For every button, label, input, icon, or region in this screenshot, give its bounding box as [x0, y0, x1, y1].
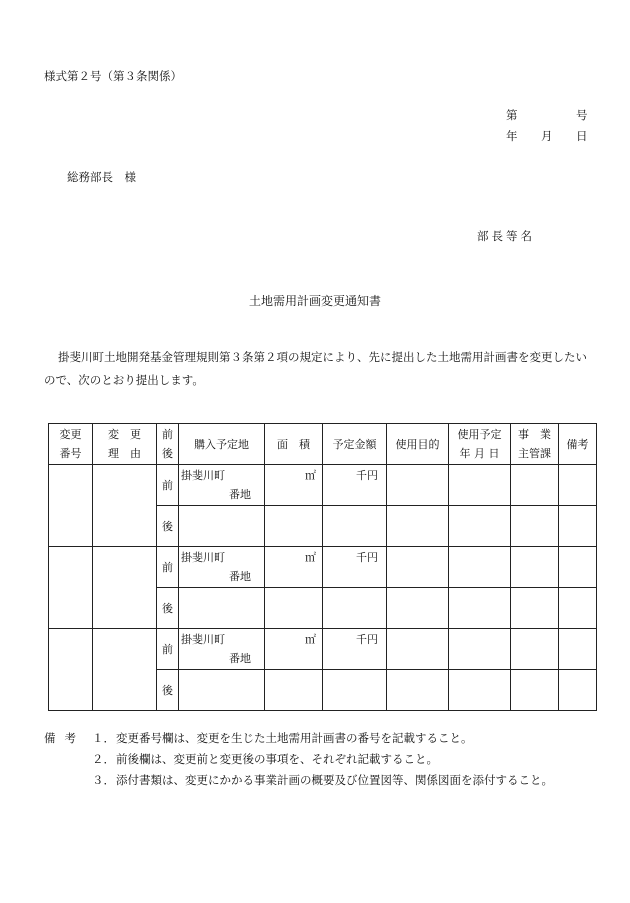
- notes-label: 備考: [44, 731, 85, 745]
- header-department: 事 業 主管課: [511, 424, 559, 465]
- table-row: [49, 465, 597, 506]
- after-label: 後: [157, 506, 179, 547]
- remarks-cell[interactable]: [559, 629, 597, 670]
- after-label: 後: [157, 588, 179, 629]
- remarks-cell[interactable]: [559, 588, 597, 629]
- location-cell[interactable]: [179, 506, 265, 547]
- form-number: 様式第２号（第３条関係）: [44, 69, 182, 83]
- header-area: 面 積: [265, 424, 323, 465]
- area-cell[interactable]: [265, 670, 323, 711]
- change-table: [48, 423, 597, 711]
- department-cell[interactable]: [511, 465, 559, 506]
- department-cell[interactable]: [511, 547, 559, 588]
- use-date-cell[interactable]: [449, 547, 511, 588]
- purpose-cell[interactable]: [387, 588, 449, 629]
- amount-cell[interactable]: [323, 506, 387, 547]
- remarks-cell[interactable]: [559, 547, 597, 588]
- purpose-cell[interactable]: [387, 465, 449, 506]
- amount-cell[interactable]: 千円: [323, 465, 387, 506]
- change-number-cell[interactable]: [49, 629, 93, 711]
- table-row: [49, 629, 597, 670]
- area-cell[interactable]: ㎡: [265, 465, 323, 506]
- change-reason-cell[interactable]: [93, 629, 157, 711]
- header-change-reason: 変 更 理 由: [93, 424, 157, 465]
- use-date-cell[interactable]: [449, 588, 511, 629]
- location-cell[interactable]: [179, 588, 265, 629]
- header-use-date: 使用予定 年 月 日: [449, 424, 511, 465]
- change-number-cell[interactable]: [49, 465, 93, 547]
- amount-cell[interactable]: [323, 588, 387, 629]
- area-cell[interactable]: ㎡: [265, 629, 323, 670]
- purpose-cell[interactable]: [387, 629, 449, 670]
- header-location: 購入予定地: [179, 424, 265, 465]
- use-date-cell[interactable]: [449, 506, 511, 547]
- use-date-cell[interactable]: [449, 629, 511, 670]
- department-cell[interactable]: [511, 670, 559, 711]
- addressee: 総務部長 様: [67, 170, 136, 184]
- table-row: [49, 547, 597, 588]
- change-number-cell[interactable]: [49, 547, 93, 629]
- purpose-cell[interactable]: [387, 506, 449, 547]
- before-label: 前: [157, 465, 179, 506]
- sender-name: 部長等名: [477, 229, 535, 243]
- body-text: 掛斐川町土地開発基金管理規則第３条第２項の規定により、先に提出した土地需用計画書を変更したいので、次のとおり提出します。: [44, 350, 587, 387]
- change-reason-cell[interactable]: [93, 465, 157, 547]
- document-number-line: [506, 107, 588, 123]
- remarks-cell[interactable]: [559, 670, 597, 711]
- use-date-cell[interactable]: [449, 465, 511, 506]
- use-date-cell[interactable]: [449, 670, 511, 711]
- purpose-cell[interactable]: [387, 670, 449, 711]
- change-reason-cell[interactable]: [93, 547, 157, 629]
- header-change-number: 変更 番号: [49, 424, 93, 465]
- location-cell[interactable]: 掛斐川町 番地: [179, 547, 265, 588]
- header-amount: 予定金額: [323, 424, 387, 465]
- department-cell[interactable]: [511, 629, 559, 670]
- area-cell[interactable]: ㎡: [265, 547, 323, 588]
- location-cell[interactable]: 掛斐川町 番地: [179, 629, 265, 670]
- date-day: 日: [576, 129, 588, 143]
- date-year: 年: [506, 129, 518, 143]
- after-label: 後: [157, 670, 179, 711]
- header-purpose: 使用目的: [387, 424, 449, 465]
- amount-cell[interactable]: 千円: [323, 629, 387, 670]
- document-title: 土地需用計画変更通知書: [248, 294, 381, 308]
- purpose-cell[interactable]: [387, 547, 449, 588]
- department-cell[interactable]: [511, 506, 559, 547]
- remarks-cell[interactable]: [559, 465, 597, 506]
- amount-cell[interactable]: [323, 670, 387, 711]
- remarks-cell[interactable]: [559, 506, 597, 547]
- location-cell[interactable]: 掛斐川町 番地: [179, 465, 265, 506]
- header-remarks: 備考: [559, 424, 597, 465]
- department-cell[interactable]: [511, 588, 559, 629]
- number-suffix: 号: [576, 108, 588, 122]
- header-before-after: 前 後: [157, 424, 179, 465]
- date-month: 月: [541, 129, 553, 143]
- before-label: 前: [157, 629, 179, 670]
- amount-cell[interactable]: 千円: [323, 547, 387, 588]
- number-prefix: 第: [506, 108, 518, 122]
- area-cell[interactable]: [265, 506, 323, 547]
- location-cell[interactable]: [179, 670, 265, 711]
- table-header-row: [49, 424, 597, 465]
- before-label: 前: [157, 547, 179, 588]
- area-cell[interactable]: [265, 588, 323, 629]
